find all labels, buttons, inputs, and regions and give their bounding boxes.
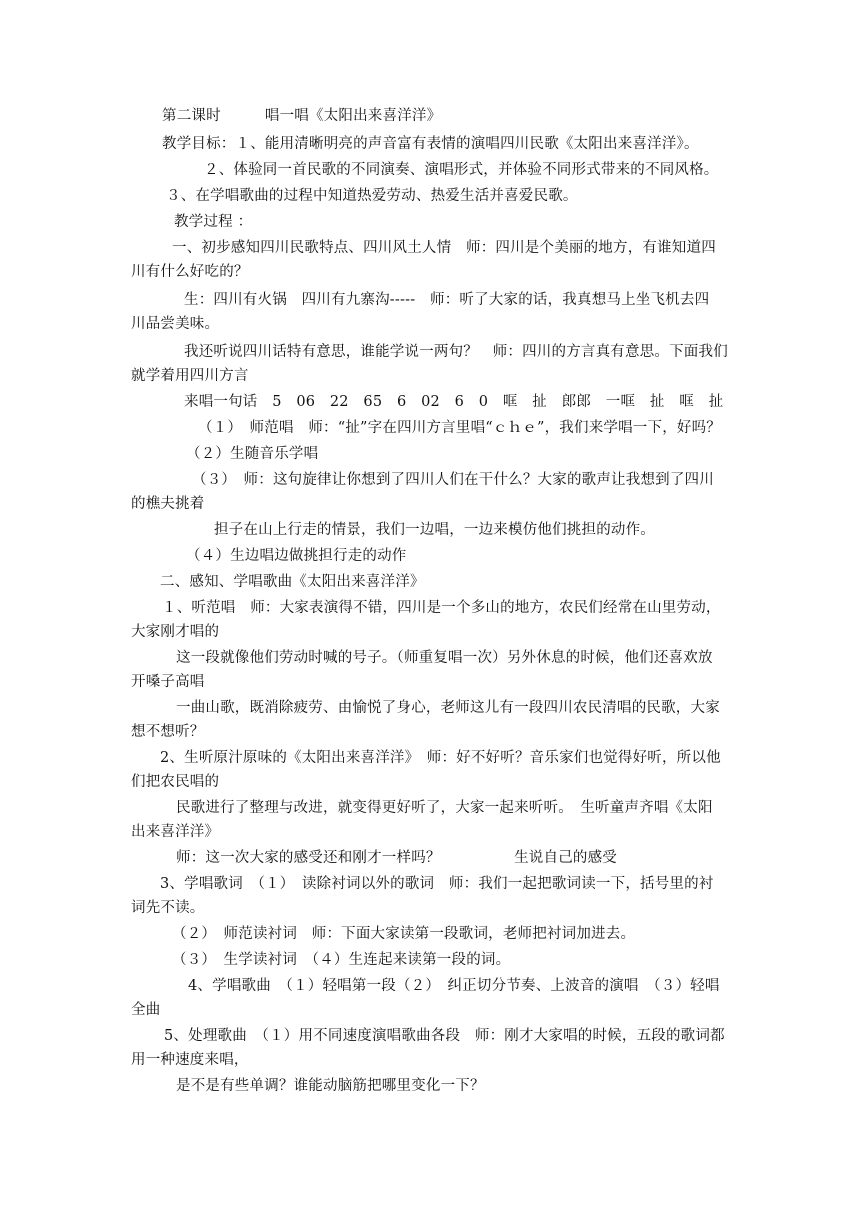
paragraph-line: （３） 师：这句旋律让你想到了四川人们在干什么？大家的歌声让我想到了四川 <box>192 472 714 488</box>
paragraph-line: （４）生边唱边做挑担行走的动作 <box>186 548 407 564</box>
paragraph-line: 5、处理歌曲 （１）用不同速度演唱歌曲各段 师：刚才大家唱的时候，五段的歌词都 <box>164 1028 725 1044</box>
teaching-process-heading: 教学过程 ： <box>174 214 253 230</box>
paragraph-line: 4、学唱歌曲 （１）轻唱第一段（２） 纠正切分节奏、上波音的演唱 （３）轻唱 <box>188 978 720 994</box>
paragraph-line: 生：四川有火锅 四川有九寨沟----- 师：听了大家的话，我真想马上坐飞机去四 <box>184 292 710 308</box>
paragraph-line: 2、生听原汁原味的《太阳出来喜洋洋》 师：好不好听？音乐家们也觉得好听，所以他 <box>160 750 721 766</box>
paragraph-line: （２）生随音乐学唱 <box>186 446 319 462</box>
section-heading: 二、感知、学唱歌曲《太阳出来喜洋洋》 <box>160 574 425 590</box>
paragraph-line: 词先不读。 <box>131 900 205 916</box>
paragraph-line: 们把农民唱的 <box>131 774 220 790</box>
paragraph-line: 想不想听？ <box>131 724 205 740</box>
paragraph-line: 一曲山歌，既消除疲劳、由愉悦了身心，老师这儿有一段四川农民清唱的民歌，大家 <box>176 700 720 716</box>
notation-line: 来唱一句话 5 06 22 65 6 02 6 0 哐 扯 郎郎 一哐 扯 哐 扯 <box>184 394 724 410</box>
teaching-goal-3: ３、在学唱歌曲的过程中知道热爱劳动、热爱生活并喜爱民歌。 <box>166 188 578 204</box>
teaching-goal-1: 教学目标：１、能用清晰明亮的声音富有表情的演唱四川民歌《太阳出来喜洋洋》。 <box>162 136 699 152</box>
paragraph-line: （２） 师范读衬词 师：下面大家读第一段歌词，老师把衬词加进去。 <box>172 926 636 942</box>
paragraph-line: １、听范唱 师：大家表演得不错，四川是一个多山的地方，农民们经常在山里劳动， <box>162 600 721 616</box>
paragraph-line: 是不是有些单调？谁能动脑筋把哪里变化一下？ <box>176 1078 485 1094</box>
paragraph-line: 出来喜洋洋》 <box>131 824 220 840</box>
paragraph-line: （３） 生学读衬词 （４）生连起来读第一段的词。 <box>172 952 511 968</box>
paragraph-line: 师：这一次大家的感受还和刚才一样吗？ 生说自己的感受 <box>176 850 617 866</box>
paragraph-line: 开嗓子高唱 <box>131 674 205 690</box>
lesson-title: 第二课时 唱一唱《太阳出来喜洋洋》 <box>162 108 442 124</box>
paragraph-line: 民歌进行了整理与改进，就变得更好听了，大家一起来听听。 生听童声齐唱《太阳 <box>176 800 713 816</box>
teaching-goal-2: ２、体验同一首民歌的不同演奏、演唱形式，并体验不同形式带来的不同风格。 <box>204 162 719 178</box>
paragraph-line: 我还听说四川话特有意思，谁能学说一两句？ 师：四川的方言真有意思。下面我们 <box>184 344 728 360</box>
paragraph-line: （１） 师范唱 师：“扯”字在四川方言里唱“ｃｈｅ”，我们来学唱一下，好吗？ <box>198 420 721 436</box>
paragraph-line: 3、学唱歌词 （１） 读除衬词以外的歌词 师：我们一起把歌词读一下，括号里的衬 <box>160 876 714 892</box>
paragraph-line: 川有什么好吃的？ <box>131 264 249 280</box>
paragraph-line: 就学着用四川方言 <box>131 368 249 384</box>
paragraph-line: 这一段就像他们劳动时喊的号子。（师重复唱一次）另外休息的时候，他们还喜欢放 <box>176 650 713 666</box>
paragraph-line: 用一种速度来唱， <box>131 1052 249 1068</box>
paragraph-line: 大家刚才唱的 <box>131 624 220 640</box>
paragraph-line: 全曲 <box>131 1002 161 1018</box>
paragraph-line: 担子在山上行走的情景，我们一边唱，一边来模仿他们挑担的动作。 <box>214 522 655 538</box>
paragraph-line: 一、初步感知四川民歌特点、四川风土人情 师：四川是个美丽的地方，有谁知道四 <box>172 240 716 256</box>
paragraph-line: 川品尝美味。 <box>131 316 220 332</box>
paragraph-line: 的樵夫挑着 <box>131 496 205 512</box>
